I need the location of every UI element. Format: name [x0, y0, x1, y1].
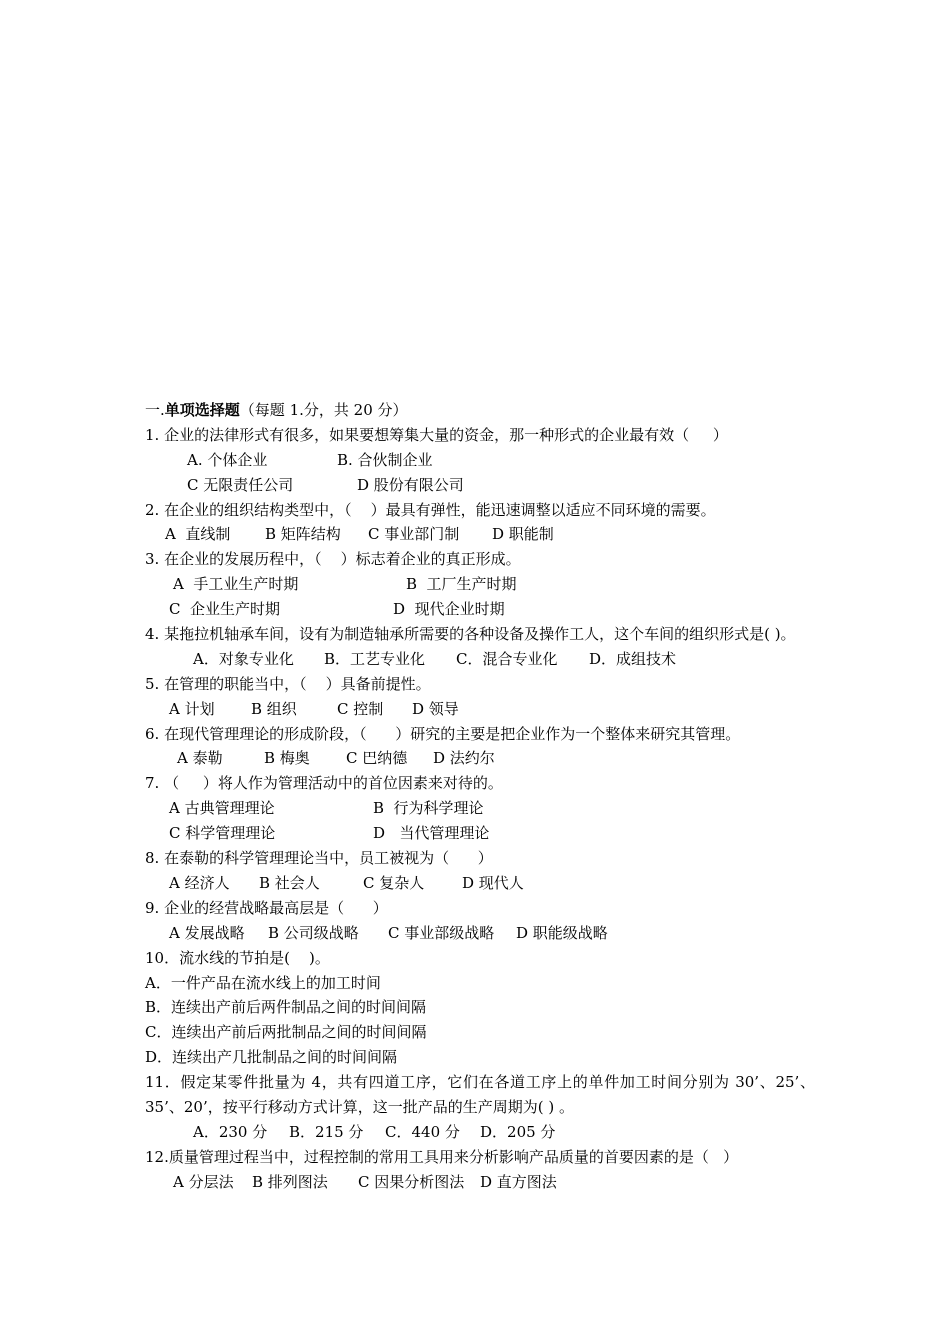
- q10-option-c: C．连续出产前后两批制品之间的时间间隔: [145, 1023, 427, 1042]
- q5-option-d: D 领导: [412, 699, 459, 718]
- q6-option-b: B 梅奥: [264, 749, 310, 768]
- question-10-stem: 10．流水线的节拍是( )。: [145, 948, 330, 967]
- section-heading: [145, 398, 815, 423]
- q2-option-c: C 事业部门制: [368, 525, 460, 544]
- q3-option-b: B 工厂生产时期: [406, 575, 517, 594]
- q11-option-a: A．230 分: [193, 1122, 268, 1141]
- q8-option-a: A 经济人: [169, 873, 230, 892]
- q12-option-a: A 分层法: [173, 1172, 234, 1191]
- q10-option-b: B．连续出产前后两件制品之间的时间间隔: [145, 998, 427, 1017]
- question-5-options: [145, 697, 815, 722]
- q11-option-d: D．205 分: [480, 1122, 556, 1141]
- question-1-options-row1: [145, 448, 815, 473]
- q10-option-a: A．一件产品在流水线上的加工时间: [145, 973, 381, 992]
- q8-option-c: C 复杂人: [363, 873, 425, 892]
- q7-option-a: A 古典管理理论: [169, 799, 275, 818]
- question-2-stem: 2. 在企业的组织结构类型中，（ ）最具有弹性，能迅速调整以适应不同环境的需要。: [145, 500, 716, 519]
- section-note: （每题 1.分，共 20 分）: [239, 401, 408, 419]
- question-6-stem: 6. 在现代管理理论的形成阶段，（ ）研究的主要是把企业作为一个整体来研究其管理。: [145, 724, 741, 743]
- question-5-stem: 5. 在管理的职能当中，（ ）具备前提性。: [145, 674, 431, 693]
- section-prefix: 一.: [145, 401, 165, 419]
- question-8-stem: 8. 在泰勒的科学管理理论当中，员工被视为（ ）: [145, 849, 493, 868]
- question-3-stem: 3. 在企业的发展历程中，（ ）标志着企业的真正形成。: [145, 550, 521, 569]
- q12-option-d: D 直方图法: [480, 1172, 557, 1191]
- question-6-options: [145, 746, 815, 771]
- question-1-options-row2: [145, 473, 815, 498]
- q9-option-c: C 事业部级战略: [388, 923, 495, 942]
- q5-option-a: A 计划: [169, 699, 215, 718]
- q3-option-d: D 现代企业时期: [393, 600, 505, 619]
- q4-option-b: B．工艺专业化: [324, 649, 426, 668]
- q12-option-b: B 排列图法: [252, 1172, 328, 1191]
- q7-option-c: C 科学管理理论: [169, 824, 276, 843]
- q5-option-c: C 控制: [337, 699, 384, 718]
- q3-option-a: A 手工业生产时期: [173, 575, 299, 594]
- q9-option-d: D 职能级战略: [516, 923, 608, 942]
- question-11-options: [145, 1120, 815, 1145]
- question-7-stem: 7. （ ）将人作为管理活动中的首位因素来对待的。: [145, 774, 503, 793]
- question-4-stem: 4. 某拖拉机轴承车间，设有为制造轴承所需要的各种设备及操作工人，这个车间的组织形式是( )。: [145, 625, 796, 644]
- question-12-stem: 12.质量管理过程当中，过程控制的常用工具用来分析影响产品质量的首要因素的是（ ）: [145, 1147, 739, 1166]
- q3-option-c: C 企业生产时期: [169, 600, 281, 619]
- q8-option-d: D 现代人: [462, 873, 524, 892]
- q11-option-c: C．440 分: [385, 1122, 460, 1141]
- q4-option-a: A．对象专业化: [193, 649, 294, 668]
- q1-option-c: C 无限责任公司: [187, 475, 294, 494]
- q10-option-d: D．连续出产几批制品之间的时间间隔: [145, 1048, 398, 1067]
- q2-option-b: B 矩阵结构: [265, 525, 341, 544]
- question-9-options: [145, 921, 815, 946]
- q2-option-d: D 职能制: [492, 525, 554, 544]
- q5-option-b: B 组织: [251, 699, 297, 718]
- q6-option-c: C 巴纳德: [346, 749, 408, 768]
- question-11-stem: 11．假定某零件批量为 4，共有四道工序，它们在各道工序上的单件加工时间分别为 30’、25’、35’、20’，按平行移动方式计算，这一批产品的生产周期为( ) 。: [145, 1073, 815, 1116]
- section-title: 单项选择题: [164, 401, 240, 419]
- q9-option-a: A 发展战略: [169, 923, 245, 942]
- q12-option-c: C 因果分析图法: [358, 1172, 465, 1191]
- question-12-options: [145, 1170, 815, 1195]
- question-7-options-row2: [145, 821, 815, 846]
- q2-option-a: A 直线制: [165, 525, 231, 544]
- q4-option-d: D．成组技术: [589, 649, 677, 668]
- q9-option-b: B 公司级战略: [268, 923, 359, 942]
- question-1-stem: 1. 企业的法律形式有很多，如果要想筹集大量的资金，那一种形式的企业最有效（ ）: [145, 425, 728, 444]
- question-3-options-row1: [145, 572, 815, 597]
- q7-option-b: B 行为科学理论: [373, 799, 484, 818]
- question-2-options: [145, 522, 815, 547]
- exam-document: [145, 398, 815, 1195]
- q8-option-b: B 社会人: [259, 873, 320, 892]
- question-7-options-row1: [145, 796, 815, 821]
- q1-option-b: B. 合伙制企业: [337, 450, 433, 469]
- q6-option-d: D 法约尔: [433, 749, 495, 768]
- q1-option-d: D 股份有限公司: [357, 475, 464, 494]
- question-8-options: [145, 871, 815, 896]
- q11-option-b: B．215 分: [289, 1122, 364, 1141]
- q1-option-a: A. 个体企业: [187, 450, 268, 469]
- question-9-stem: 9. 企业的经营战略最高层是（ ）: [145, 898, 388, 917]
- q7-option-d: D 当代管理理论: [373, 824, 490, 843]
- q4-option-c: C．混合专业化: [456, 649, 558, 668]
- question-3-options-row2: [145, 597, 815, 622]
- question-4-options: [145, 647, 815, 672]
- q6-option-a: A 泰勒: [177, 749, 223, 768]
